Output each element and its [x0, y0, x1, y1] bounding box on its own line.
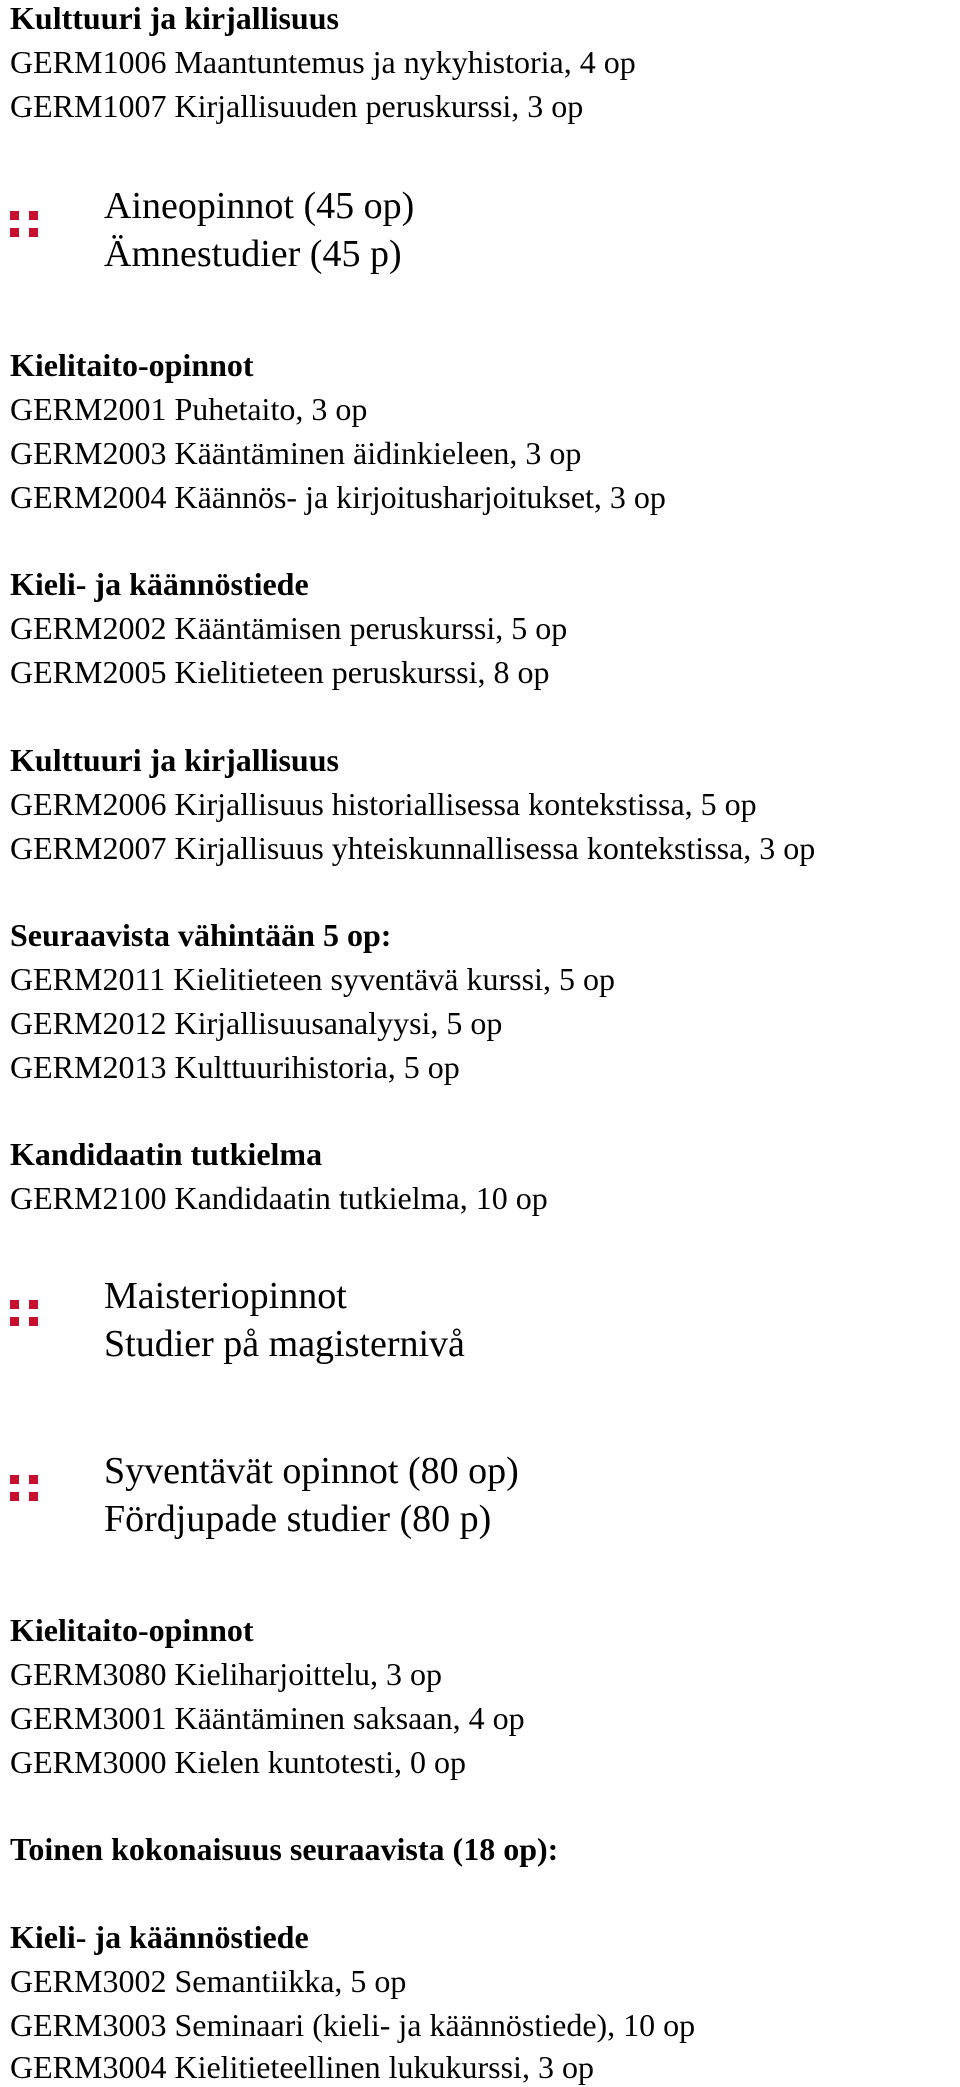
course-line: GERM2012 Kirjallisuusanalyysi, 5 op: [10, 1005, 503, 1041]
red-dots-bullet-icon: [10, 1475, 38, 1501]
course-line: GERM1006 Maantuntemus ja nykyhistoria, 4 op: [10, 44, 636, 80]
course-line: GERM2007 Kirjallisuus yhteiskunnallisessa kontekstissa, 3 op: [10, 830, 816, 866]
section-title-sv: Ämnestudier (45 p): [104, 233, 402, 275]
course-line: GERM3000 Kielen kuntotesti, 0 op: [10, 1744, 466, 1780]
group-heading: Toinen kokonaisuus seuraavista (18 op):: [10, 1831, 559, 1867]
red-dots-bullet-icon: [10, 211, 38, 237]
course-line: GERM2002 Kääntämisen peruskurssi, 5 op: [10, 610, 568, 646]
course-line: GERM3002 Semantiikka, 5 op: [10, 1963, 407, 1999]
group-heading: Kielitaito-opinnot: [10, 347, 254, 383]
course-line: GERM2011 Kielitieteen syventävä kurssi, 5 op: [10, 961, 615, 997]
course-line: GERM2005 Kielitieteen peruskurssi, 8 op: [10, 654, 550, 690]
course-line: GERM3003 Seminaari (kieli- ja käännöstiede), 10 op: [10, 2007, 696, 2043]
group-heading: Kieli- ja käännöstiede: [10, 1919, 309, 1955]
course-line: GERM2004 Käännös- ja kirjoitusharjoitukset, 3 op: [10, 479, 666, 515]
group-heading: Kieli- ja käännöstiede: [10, 566, 309, 602]
group-heading: Kandidaatin tutkielma: [10, 1136, 323, 1172]
group-heading: Kulttuuri ja kirjallisuus: [10, 742, 339, 778]
course-line: GERM2001 Puhetaito, 3 op: [10, 391, 368, 427]
red-dots-bullet-icon: [10, 1300, 38, 1326]
course-line: GERM1007 Kirjallisuuden peruskurssi, 3 op: [10, 88, 584, 124]
course-line: GERM2006 Kirjallisuus historiallisessa kontekstissa, 5 op: [10, 786, 757, 822]
course-line: GERM3080 Kieliharjoittelu, 3 op: [10, 1656, 442, 1692]
section-title-fi: Syventävät opinnot (80 op): [104, 1450, 519, 1492]
group-heading: Seuraavista vähintään 5 op:: [10, 917, 392, 953]
section-title-sv: Studier på magisternivå: [104, 1323, 465, 1365]
group-heading: Kulttuuri ja kirjallisuus: [10, 0, 339, 36]
section-title-sv: Fördjupade studier (80 p): [104, 1498, 492, 1540]
course-line: GERM2013 Kulttuurihistoria, 5 op: [10, 1049, 460, 1085]
section-title-fi: Maisteriopinnot: [104, 1275, 347, 1317]
group-heading: Kielitaito-opinnot: [10, 1612, 254, 1648]
course-line: GERM3001 Kääntäminen saksaan, 4 op: [10, 1700, 525, 1736]
course-line: GERM2003 Kääntäminen äidinkieleen, 3 op: [10, 435, 582, 471]
course-line: GERM3004 Kielitieteellinen lukukurssi, 3 op: [10, 2049, 594, 2085]
course-line: GERM2100 Kandidaatin tutkielma, 10 op: [10, 1180, 548, 1216]
section-title-fi: Aineopinnot (45 op): [104, 185, 415, 227]
